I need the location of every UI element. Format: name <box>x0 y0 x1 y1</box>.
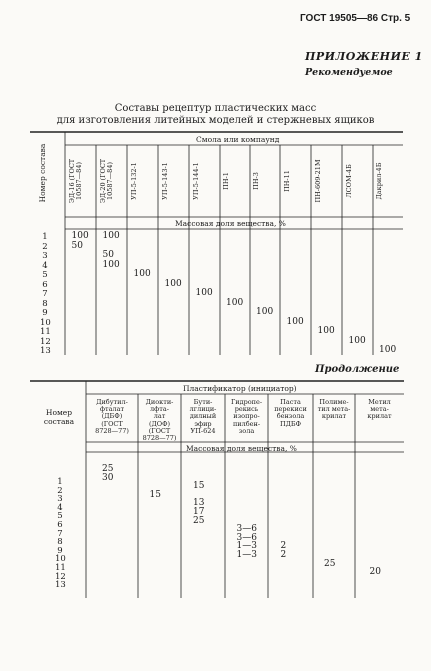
table2-row-number: 11 <box>55 563 66 573</box>
table2-column-header-line: эфир <box>194 419 212 428</box>
table2-row-number: 13 <box>55 580 66 591</box>
table1-cell: 100 <box>317 326 335 336</box>
table2-row-number: 12 <box>55 571 66 582</box>
table2-row-number: 8 <box>57 537 63 548</box>
table1-column-header: УП-5-132-1 <box>129 162 138 200</box>
table1-cell: 100 <box>71 231 89 241</box>
table1-column-header: Дакрил-4Б <box>375 162 383 200</box>
table2-row-number: 6 <box>57 520 63 530</box>
table1-cell: 100 <box>286 316 304 327</box>
table2-row-number: 7 <box>57 528 63 539</box>
table2-column-header <box>225 399 269 435</box>
table2-cell: 25 <box>193 515 205 526</box>
table1-row-number: 11 <box>40 327 51 337</box>
table1-cell: 50 <box>71 240 83 251</box>
table2-cell: 30 <box>102 472 114 483</box>
table2-row-number: 3 <box>57 494 63 505</box>
table2-column-header-line: (ДОФ) <box>148 419 171 428</box>
table2-column-header <box>90 399 134 435</box>
table1-row-number: 13 <box>40 346 51 356</box>
table2-cell: 1—3 <box>236 541 257 552</box>
table2-column-header-line: (ГОСТ <box>101 419 123 428</box>
table1-cell: 50 <box>102 250 114 260</box>
table2-column-header-line: Бути- <box>193 398 213 406</box>
table1-cell: 100 <box>195 288 213 298</box>
table1-column-header: ПН-3 <box>252 172 260 190</box>
table1-cell: 100 <box>164 278 182 289</box>
table2-cell: 2 <box>280 541 287 552</box>
table1-number-header: Номер состава <box>38 143 47 203</box>
table2-column-header-line: лфта- <box>150 405 169 414</box>
table2-unit-header: Массовая доля вещества, % <box>186 444 297 453</box>
table2-column-header-line: лглици- <box>189 405 217 414</box>
table1-group-header: Смола или компаунд <box>196 135 280 144</box>
table1-column-header: УП-5-144-1 <box>191 162 200 200</box>
table2-cell: 13 <box>193 498 205 509</box>
table1-column-header: ЛСОМ-4Б <box>344 164 353 198</box>
table2-column-header-line: Полиме- <box>319 398 349 406</box>
table2-column-header-line: бензола <box>276 412 305 421</box>
table1-column-header: ПН-11 <box>282 170 291 192</box>
table2-row-number: 10 <box>55 554 66 565</box>
table2-column-header-line: зола <box>238 426 255 435</box>
table2-cell: 25 <box>102 464 114 474</box>
appendix-title: ПРИЛОЖЕНИЕ 1 <box>305 50 423 63</box>
table2-column-header-line: ПДБФ <box>279 419 302 428</box>
table2-column-header-line: Гидропе- <box>230 398 263 406</box>
document-title-line1: Составы рецептур пластических масс <box>114 103 317 114</box>
table2-row-number: 9 <box>57 545 63 556</box>
table2-column-header-line: Диокти- <box>145 398 174 406</box>
page-header: ГОСТ 19505—86 Стр. 5 <box>300 13 411 24</box>
document-title-line2: для изготовления литейных моделей и стержневых ящиков <box>56 115 375 126</box>
table2-column-header-line: (ДБФ) <box>101 412 123 421</box>
table1-row-number: 9 <box>42 308 48 318</box>
appendix-note: Рекомендуемое <box>305 67 393 78</box>
table1-row-number: 3 <box>42 251 48 261</box>
table1-row-number: 6 <box>42 279 48 290</box>
table2-group-header: Пластификатор (инициатор) <box>183 384 297 393</box>
table1-column-header: ЭД-16 (ГОСТ 10587—84) <box>67 158 83 204</box>
table2-column-header-line: пилбен- <box>232 419 261 428</box>
table1-row-number: 7 <box>42 289 48 299</box>
table2-column-header-line: перекиси <box>274 405 307 414</box>
table2-column-header <box>269 399 313 428</box>
table2-row-number: 1 <box>57 477 63 487</box>
table1-row-number: 2 <box>42 241 48 252</box>
table2-cell: 25 <box>324 558 336 569</box>
table2-column-header-line: мета- <box>370 405 389 414</box>
table2-column-header <box>181 399 225 435</box>
table2-column-header-line: 8728—77) <box>142 434 177 443</box>
table2-column-header <box>138 399 182 442</box>
table1-row-number: 8 <box>42 298 48 309</box>
table1-column-header: УП-5-143-1 <box>160 162 169 200</box>
table1-cell: 100 <box>226 297 244 308</box>
table2-column-header-line: дилный <box>189 412 217 421</box>
table1-column-header: ПН-1 <box>222 172 230 190</box>
table1-row-number: 1 <box>42 232 48 242</box>
table2-cell: 1—3 <box>236 550 257 560</box>
table1-row-number: 4 <box>42 260 48 271</box>
table2-column-header-line: лат <box>153 412 166 421</box>
table2-column-header-line: фталат <box>99 405 125 414</box>
table2-column-header-line: изопро- <box>233 412 260 421</box>
table2-row-number: 4 <box>57 502 63 513</box>
table2-column-header-line: тил мета- <box>317 405 351 414</box>
table1-cell: 100 <box>133 269 151 279</box>
table2-cell: 17 <box>193 507 205 517</box>
table1-cell: 100 <box>348 335 366 346</box>
table2-cell: 3—6 <box>236 524 257 535</box>
table2-column-header-line: крилат <box>367 412 392 421</box>
table2-column-header-line: рекись <box>234 405 259 414</box>
table2-row-number: 5 <box>57 511 63 522</box>
table1-column-header: ЭД-20 (ГОСТ 10587—84) <box>98 158 114 204</box>
table1-unit-header: Массовая доля вещества, % <box>175 219 286 228</box>
table2-column-header <box>312 399 356 421</box>
table2-column-header-line: Дибутил- <box>96 398 128 406</box>
table2-cell: 3—6 <box>236 532 257 543</box>
table1-row-number: 5 <box>42 270 48 280</box>
table2-column-header-line: Метил <box>368 398 391 406</box>
table2-column-header-line: Паста <box>280 398 301 406</box>
table1-cell: 100 <box>379 345 397 355</box>
table2-column-header-line: УП-624 <box>190 426 216 435</box>
table2-cell: 2 <box>280 550 287 560</box>
table1-cell: 100 <box>256 307 274 317</box>
table2-row-number: 2 <box>57 485 63 496</box>
table2-column-header-line: (ГОСТ <box>148 426 171 435</box>
table2-column-header-line: 8728—77) <box>95 426 129 435</box>
table1-row-number: 12 <box>40 336 51 347</box>
table1-cell: 100 <box>102 231 120 241</box>
table1-column-header: ПН-609-21М <box>313 159 322 203</box>
table2-cell: 15 <box>193 481 205 492</box>
table2-column-header-line: крилат <box>321 412 347 421</box>
table2-column-header <box>358 399 402 421</box>
table2-number-header: Номер состава <box>43 408 75 426</box>
table1-row-number: 10 <box>40 317 51 328</box>
table2-cell: 15 <box>149 489 161 500</box>
table2-cell: 20 <box>369 567 381 578</box>
table1-cell: 100 <box>102 259 120 270</box>
continuation-label: Продолжение <box>315 364 400 375</box>
